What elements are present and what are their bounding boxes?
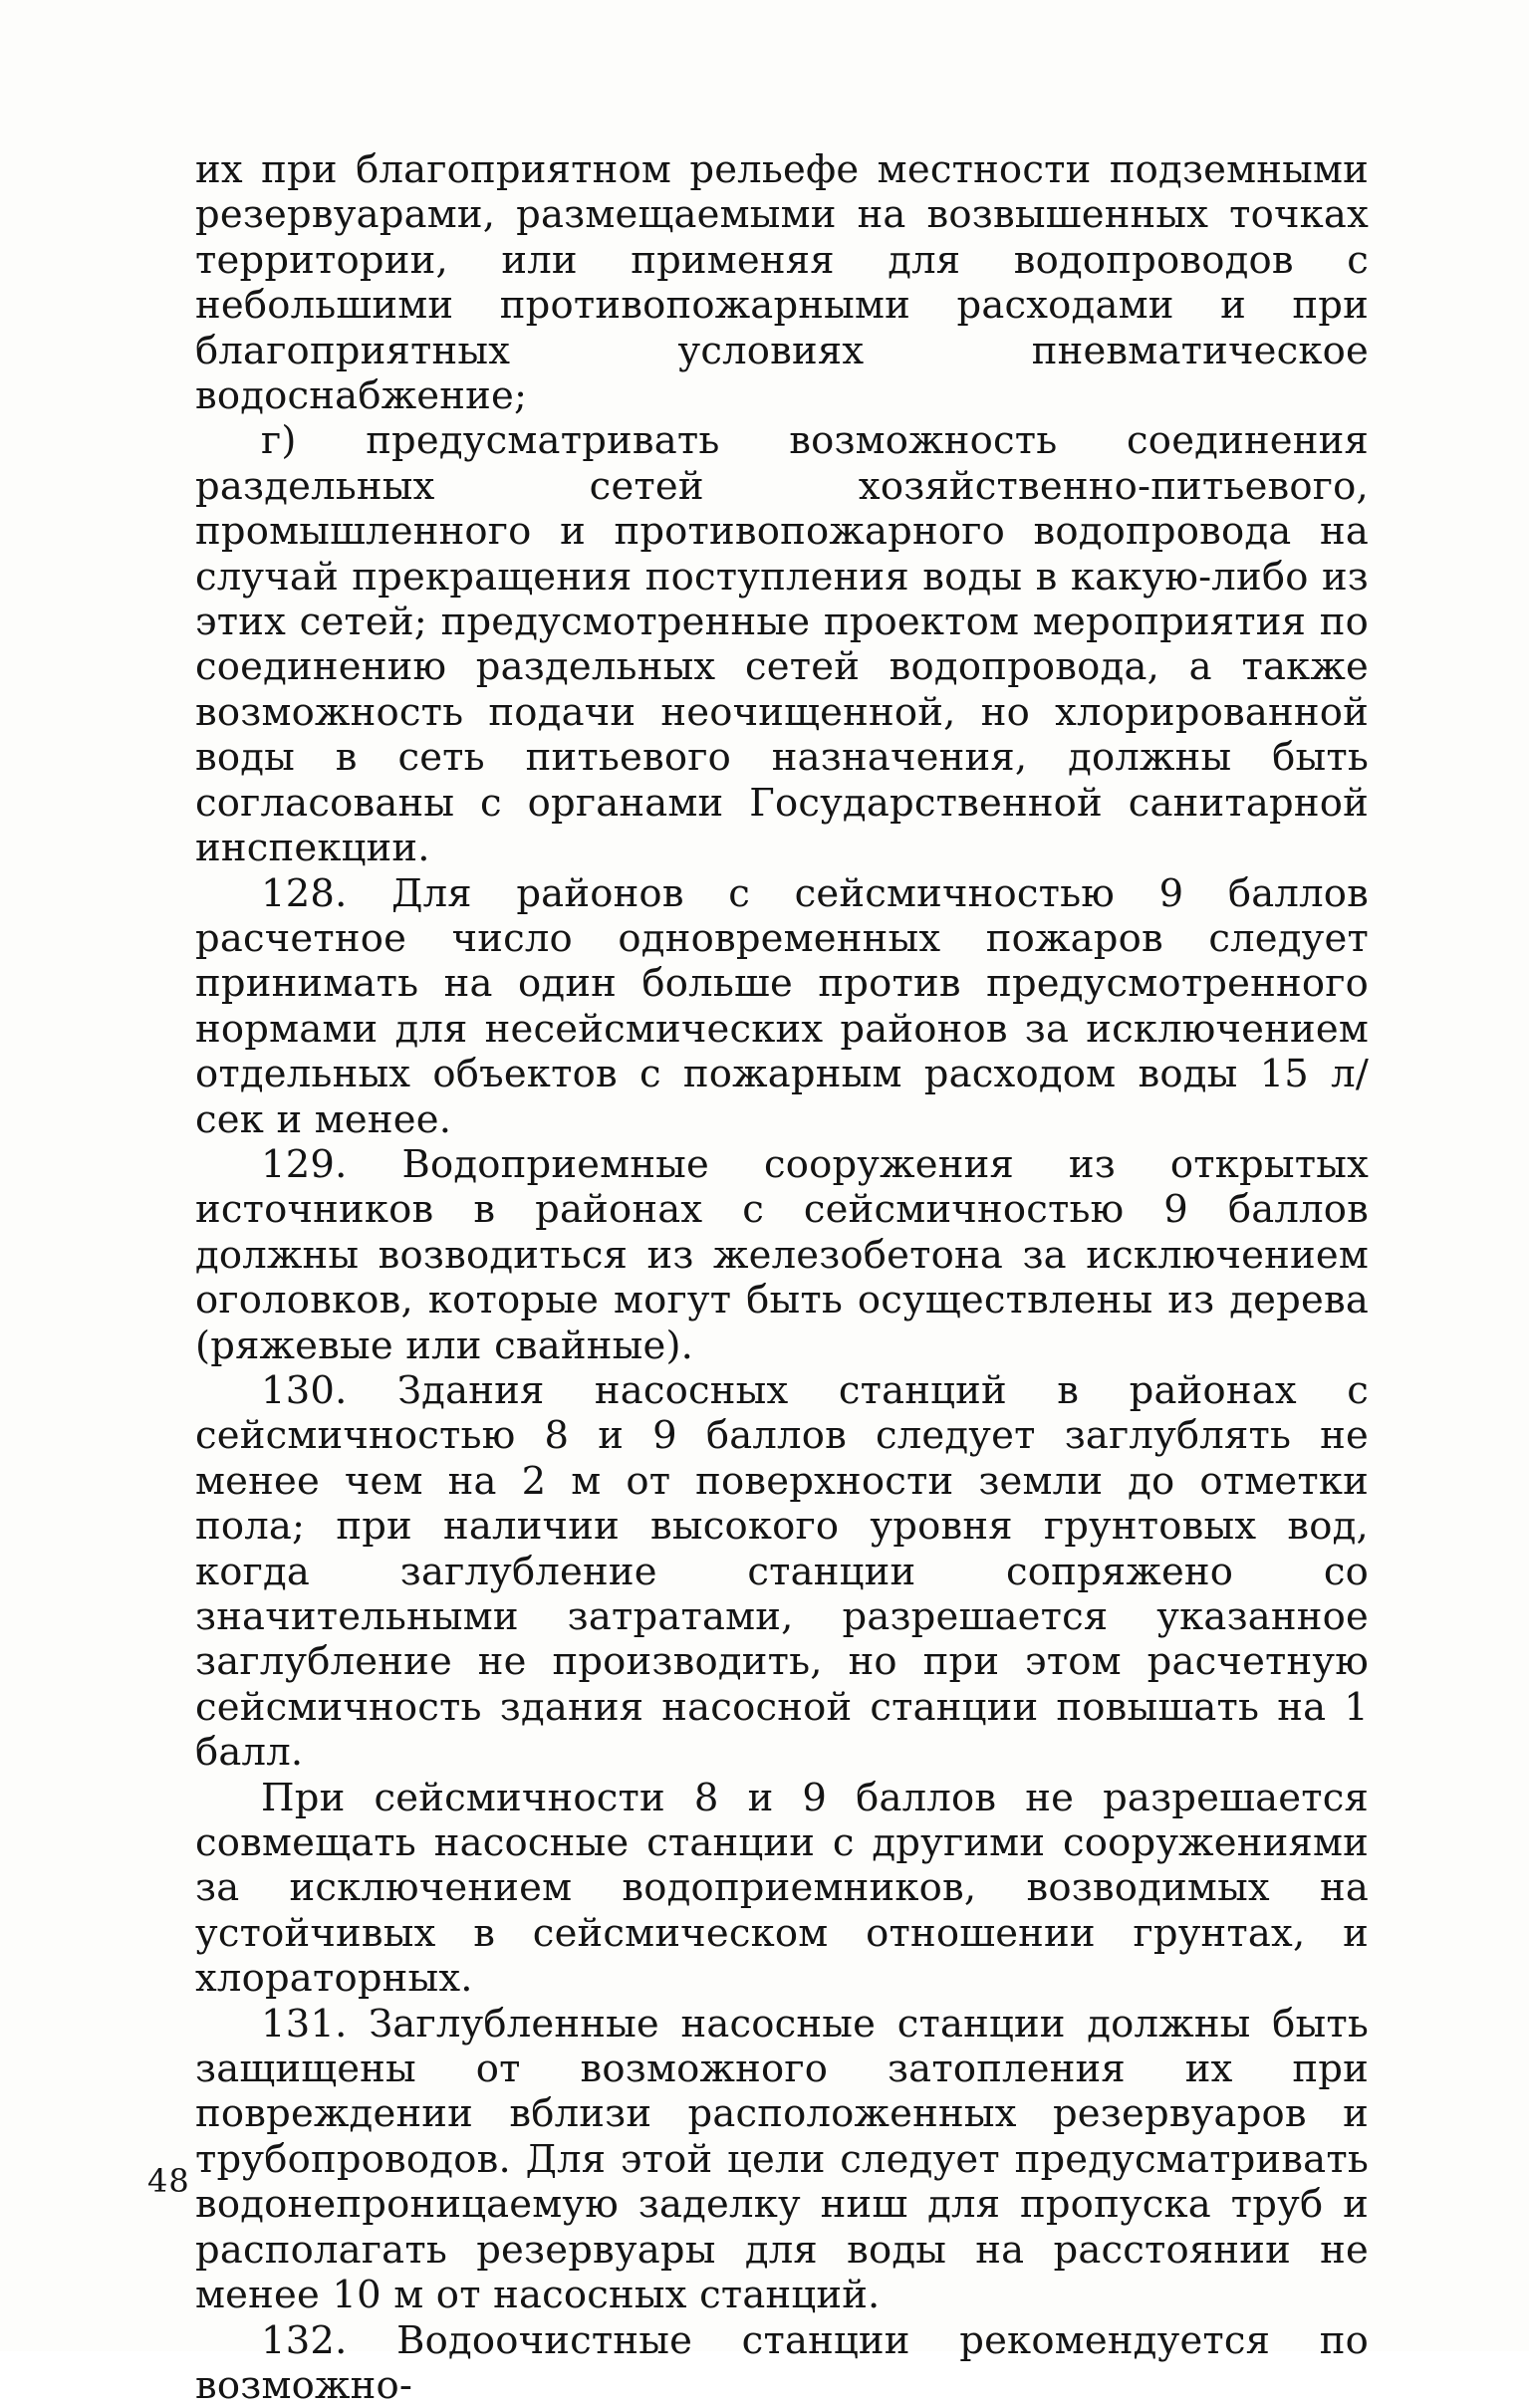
paragraph-130-continued: При сейсмичности 8 и 9 баллов не разрешается совмещать насосные станции с другими сооружениями за исключением водоприемников, возводимых на устойчивых в сейсмическом отношении грунтах, и хлораторных. — [195, 1776, 1369, 2002]
paragraph-item-g: г) предусматривать возможность соединения раздельных сетей хозяйственно-питьевого, промышленного и противопожарного водопровода на случай прекращения поступления воды в какую-либо из этих сетей; предусмотренные проектом мероприятия по соединению раздельных сетей водопровода, а также возможность подачи неочищенной, но хлорированной воды в сеть питьевого назначения, должны быть согласованы с органами Государственной санитарной инспекции. — [195, 418, 1369, 870]
page-number: 48 — [147, 2163, 190, 2199]
paragraph-129: 129. Водоприемные сооружения из открытых источников в районах с сейсмичностью 9 баллов должны возводиться из железобетона за исключением оголовков, которые могут быть осуществлены из дерева (ряжевые или свайные). — [195, 1142, 1369, 1368]
body-text — [195, 147, 1369, 2408]
paragraph-128: 128. Для районов с сейсмичностью 9 баллов расчетное число одновременных пожаров следует принимать на один больше против предусмотренного нормами для несейсмических районов за исключением отдельных объектов с пожарным расходом воды 15 л/сек и менее. — [195, 871, 1369, 1142]
paragraph-130: 130. Здания насосных станций в районах с сейсмичностью 8 и 9 баллов следует заглублять не менее чем на 2 м от поверхности земли до отметки пола; при наличии высокого уровня грунтовых вод, когда заглубление станции сопряжено со значительными затратами, разрешается указанное заглубление не производить, но при этом расчетную сейсмичность здания насосной станции повышать на 1 балл. — [195, 1368, 1369, 1776]
paragraph-131: 131. Заглубленные насосные станции должны быть защищены от возможного затопления их при повреждении вблизи расположенных резервуаров и трубопроводов. Для этой цели следует предусматривать водонепроницаемую заделку ниш для пропуска труб и располагать резервуары для воды на расстоянии не менее 10 м от насосных станций. — [195, 2002, 1369, 2318]
paragraph-continuation: их при благоприятном рельефе местности подземными резервуарами, размещаемыми на возвышенных точках территории, или применяя для водопроводов с небольшими противопожарными расходами и при благоприятных условиях пневматическое водоснабжение; — [195, 147, 1369, 418]
paragraph-132: 132. Водоочистные станции рекомендуется по возможно- — [195, 2318, 1369, 2408]
